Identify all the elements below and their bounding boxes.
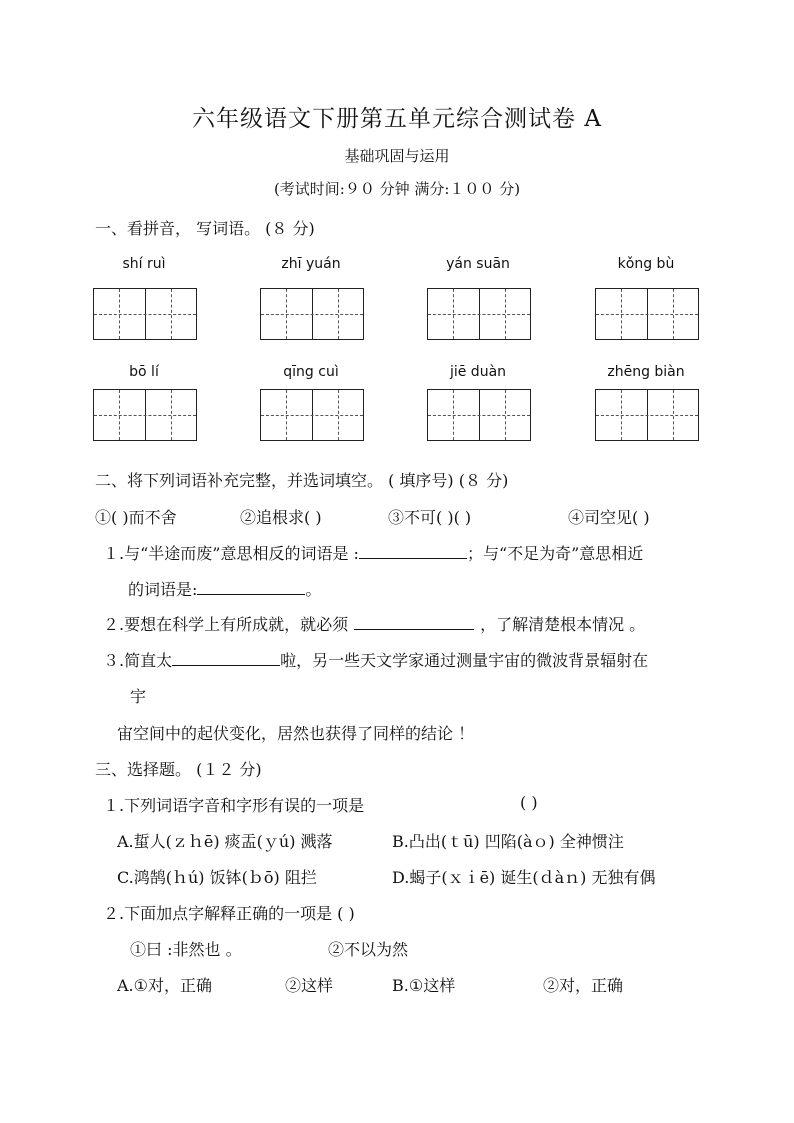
pinyin-label: yán suān bbox=[446, 256, 510, 272]
pinyin-label: jiē duàn bbox=[449, 364, 507, 380]
question-text: 。 bbox=[305, 580, 322, 599]
choice-d: D.蝎子(ｘｉē) 诞生(ｄàｎ) 无独有偶 bbox=[392, 868, 656, 887]
pinyin-label: shí ruì bbox=[122, 256, 166, 272]
question-2-1-cont bbox=[128, 577, 321, 600]
choice-a: A.①对，正确 bbox=[117, 976, 212, 995]
answer-blank[interactable] bbox=[197, 580, 305, 595]
pinyin-label: kǒng bù bbox=[617, 256, 675, 272]
section-3-heading: 三、选择题。 (１２ 分) bbox=[95, 760, 262, 779]
definition-1: ①曰 :非然也 。 bbox=[130, 940, 242, 959]
pinyin-label: bō lí bbox=[129, 364, 159, 380]
writing-grid[interactable] bbox=[595, 389, 699, 441]
idiom-option: ③不可( )( ) bbox=[388, 508, 472, 527]
writing-grid[interactable] bbox=[93, 389, 197, 441]
question-text: １.与“半途而废”意思相反的词语是 : bbox=[103, 544, 359, 563]
question-text: ；与“不足为奇”意思相近 bbox=[466, 544, 644, 563]
question-text: 的词语是: bbox=[128, 580, 198, 599]
question-2-1 bbox=[103, 541, 643, 564]
question-3-2: ２.下面加点字解释正确的一项是 ( ) bbox=[103, 904, 355, 923]
exam-info: (考试时间:９０ 分钟 满分:１００ 分) bbox=[273, 180, 521, 198]
choice-b: B.①这样 bbox=[392, 976, 456, 995]
writing-grid[interactable] bbox=[427, 389, 531, 441]
answer-blank[interactable] bbox=[354, 615, 474, 630]
question-text: 啦，另一些天文学家通过测量宇宙的微波背景辐射在 bbox=[280, 651, 649, 670]
section-1-heading: 一、看拼音， 写词语。 (８ 分) bbox=[95, 219, 315, 238]
question-2-3 bbox=[103, 648, 648, 671]
page-title: 六年级语文下册第五单元综合测试卷 A bbox=[192, 106, 602, 132]
question-2-3-cont: 宙空间中的起伏变化，居然也获得了同样的结论 ！ bbox=[117, 724, 475, 743]
writing-grid[interactable] bbox=[260, 288, 364, 340]
question-2-3-cont: 宇 bbox=[130, 687, 147, 706]
answer-blank[interactable] bbox=[172, 651, 280, 666]
question-text: ３.简直太 bbox=[103, 651, 173, 670]
question-text: ，了解清楚根本情况 。 bbox=[480, 615, 646, 634]
choice-c: C.鸿鹄(ｈú) 饭钵(ｂō) 阻拦 bbox=[117, 868, 317, 887]
writing-grid[interactable] bbox=[260, 389, 364, 441]
choice-a-part: ②这样 bbox=[285, 976, 334, 995]
choice-a: A.蜇人(ｚｈē) 痰盂(ｙú) 溅落 bbox=[117, 832, 333, 851]
writing-grid[interactable] bbox=[595, 288, 699, 340]
pinyin-label: qīng cuì bbox=[283, 364, 339, 380]
choice-b: B.凸出(ｔū) 凹陷(àｏ) 全神惯注 bbox=[392, 832, 624, 851]
idiom-option: ②追根求( ) bbox=[240, 508, 322, 527]
answer-blank[interactable] bbox=[359, 544, 467, 559]
page-subtitle: 基础巩固与运用 bbox=[344, 147, 450, 165]
question-3-1: １.下列词语字音和字形有误的一项是 bbox=[103, 796, 365, 815]
definition-2: ②不以为然 bbox=[328, 940, 409, 959]
pinyin-label: zhī yuán bbox=[281, 256, 341, 272]
section-2-heading: 二、将下列词语补充完整，并选词填空。 ( 填序号) (８ 分) bbox=[95, 471, 509, 490]
answer-paren[interactable]: ( ) bbox=[520, 793, 538, 812]
idiom-option: ①( )而不舍 bbox=[95, 508, 177, 527]
idiom-option: ④司空见( ) bbox=[568, 508, 650, 527]
choice-b-part: ②对，正确 bbox=[543, 976, 624, 995]
writing-grid[interactable] bbox=[93, 288, 197, 340]
question-2-2 bbox=[103, 612, 645, 635]
writing-grid[interactable] bbox=[427, 288, 531, 340]
question-text: ２.要想在科学上有所成就，就必须 bbox=[103, 615, 349, 634]
pinyin-label: zhēng biàn bbox=[607, 364, 685, 380]
